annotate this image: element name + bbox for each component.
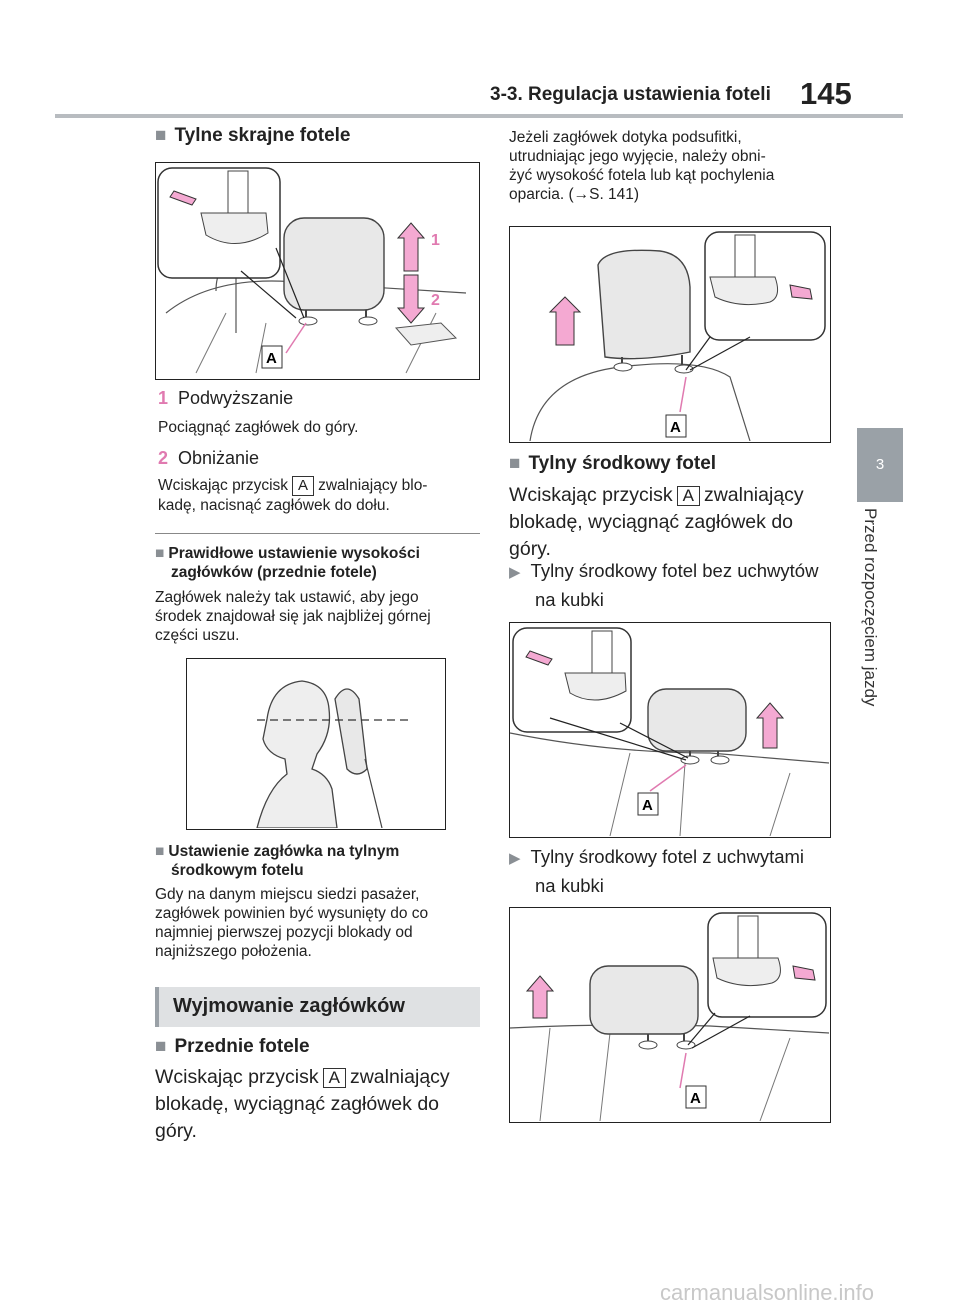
step1-title: 1 Podwyższanie bbox=[158, 388, 294, 408]
step2-text: Wciskając przycisk A zwalniający blo- kadę, nacisnąć zagłówek do dołu. bbox=[158, 477, 428, 514]
rear-center-height-text: Gdy na danym miejscu siedzi pasażer, zagłówek powinien być wysunięty do co najmniej pierwszej pozycji blokady od najniższego położenia. bbox=[155, 886, 429, 960]
button-a-label: A bbox=[292, 476, 314, 496]
watermark: carmanualsonline.info bbox=[660, 1280, 875, 1305]
chapter-tab: 3 bbox=[857, 428, 903, 502]
page-number: 145 bbox=[800, 76, 852, 111]
triangle-bullet-icon: ▶ bbox=[509, 850, 521, 867]
section-divider bbox=[155, 533, 480, 534]
triangle-bullet-icon: ▶ bbox=[509, 564, 521, 581]
figure-front-headrest-removal bbox=[509, 226, 831, 443]
figure-rear-center-with-cupholders bbox=[509, 907, 831, 1123]
front-headrest-removal-illustration bbox=[510, 227, 829, 441]
figure-button-label: A bbox=[642, 797, 653, 814]
head-position-illustration bbox=[187, 659, 444, 828]
rear-center-text: Wciskając przycisk A zwalniający blokadę, wyciągnąć zagłówek do góry. bbox=[509, 484, 804, 560]
front-height-text: Zagłówek należy tak ustawić, aby jego środek znajdował się jak najbliżej górnej części uszu. bbox=[155, 589, 431, 644]
figure-button-label: A bbox=[690, 1090, 701, 1107]
figure-button-label: A bbox=[670, 419, 681, 436]
subheading-rear-center-height: ■ Ustawienie zagłówka na tylnym środkowym fotelu bbox=[155, 843, 400, 879]
figure-button-label: A bbox=[266, 350, 277, 367]
header-divider bbox=[55, 114, 903, 118]
figure-step2-label: 2 bbox=[431, 292, 440, 309]
headrest-adjust-illustration bbox=[156, 163, 478, 378]
heading-rear-outer-seats: ■ Tylne skrajne fotele bbox=[155, 125, 351, 146]
section-title: Wyjmowanie zagłówków bbox=[173, 995, 405, 1017]
step1-text: Pociągnąć zagłówek do góry. bbox=[158, 419, 359, 436]
heading-front-seats: ■ Przednie fotele bbox=[155, 1036, 310, 1057]
square-bullet-icon: ■ bbox=[155, 125, 167, 146]
rear-center-no-cupholders-illustration bbox=[510, 623, 829, 836]
front-seats-text: Wciskając przycisk A zwalniający blokadę, wyciągnąć zagłówek do góry. bbox=[155, 1066, 450, 1142]
figure-step1-label: 1 bbox=[431, 232, 440, 249]
bullet-with-cupholders: ▶ Tylny środkowy fotel z uchwytami na kubki bbox=[509, 846, 805, 896]
header-title: 3-3. Regulacja ustawienia foteli bbox=[490, 84, 771, 105]
section-title-bar bbox=[155, 987, 480, 1027]
heading-rear-center-seat: ■ Tylny środkowy fotel bbox=[509, 453, 717, 474]
rear-center-with-cupholders-illustration bbox=[510, 908, 829, 1121]
intro-text: Jeżeli zagłówek dotyka podsufitki, utrudniając jego wyjęcie, należy obni- żyć wysokość fotela lub kąt pochylenia oparcia. (→S. 141) bbox=[509, 129, 775, 203]
chapter-label: Przed rozpoczęciem jazdy bbox=[861, 508, 880, 707]
subheading-front-height: ■ Prawidłowe ustawienie wysokości zagłówków (przednie fotele) bbox=[155, 545, 420, 581]
button-a-label: A bbox=[323, 1068, 346, 1088]
button-a-label: A bbox=[677, 486, 700, 506]
figure-rear-outer-headrest bbox=[155, 162, 480, 380]
step2-title: 2 Obniżanie bbox=[158, 448, 260, 468]
figure-rear-center-no-cupholders bbox=[509, 622, 831, 838]
bullet-no-cupholders: ▶ Tylny środkowy fotel bez uchwytów na kubki bbox=[509, 560, 819, 610]
figure-head-position bbox=[186, 658, 446, 830]
